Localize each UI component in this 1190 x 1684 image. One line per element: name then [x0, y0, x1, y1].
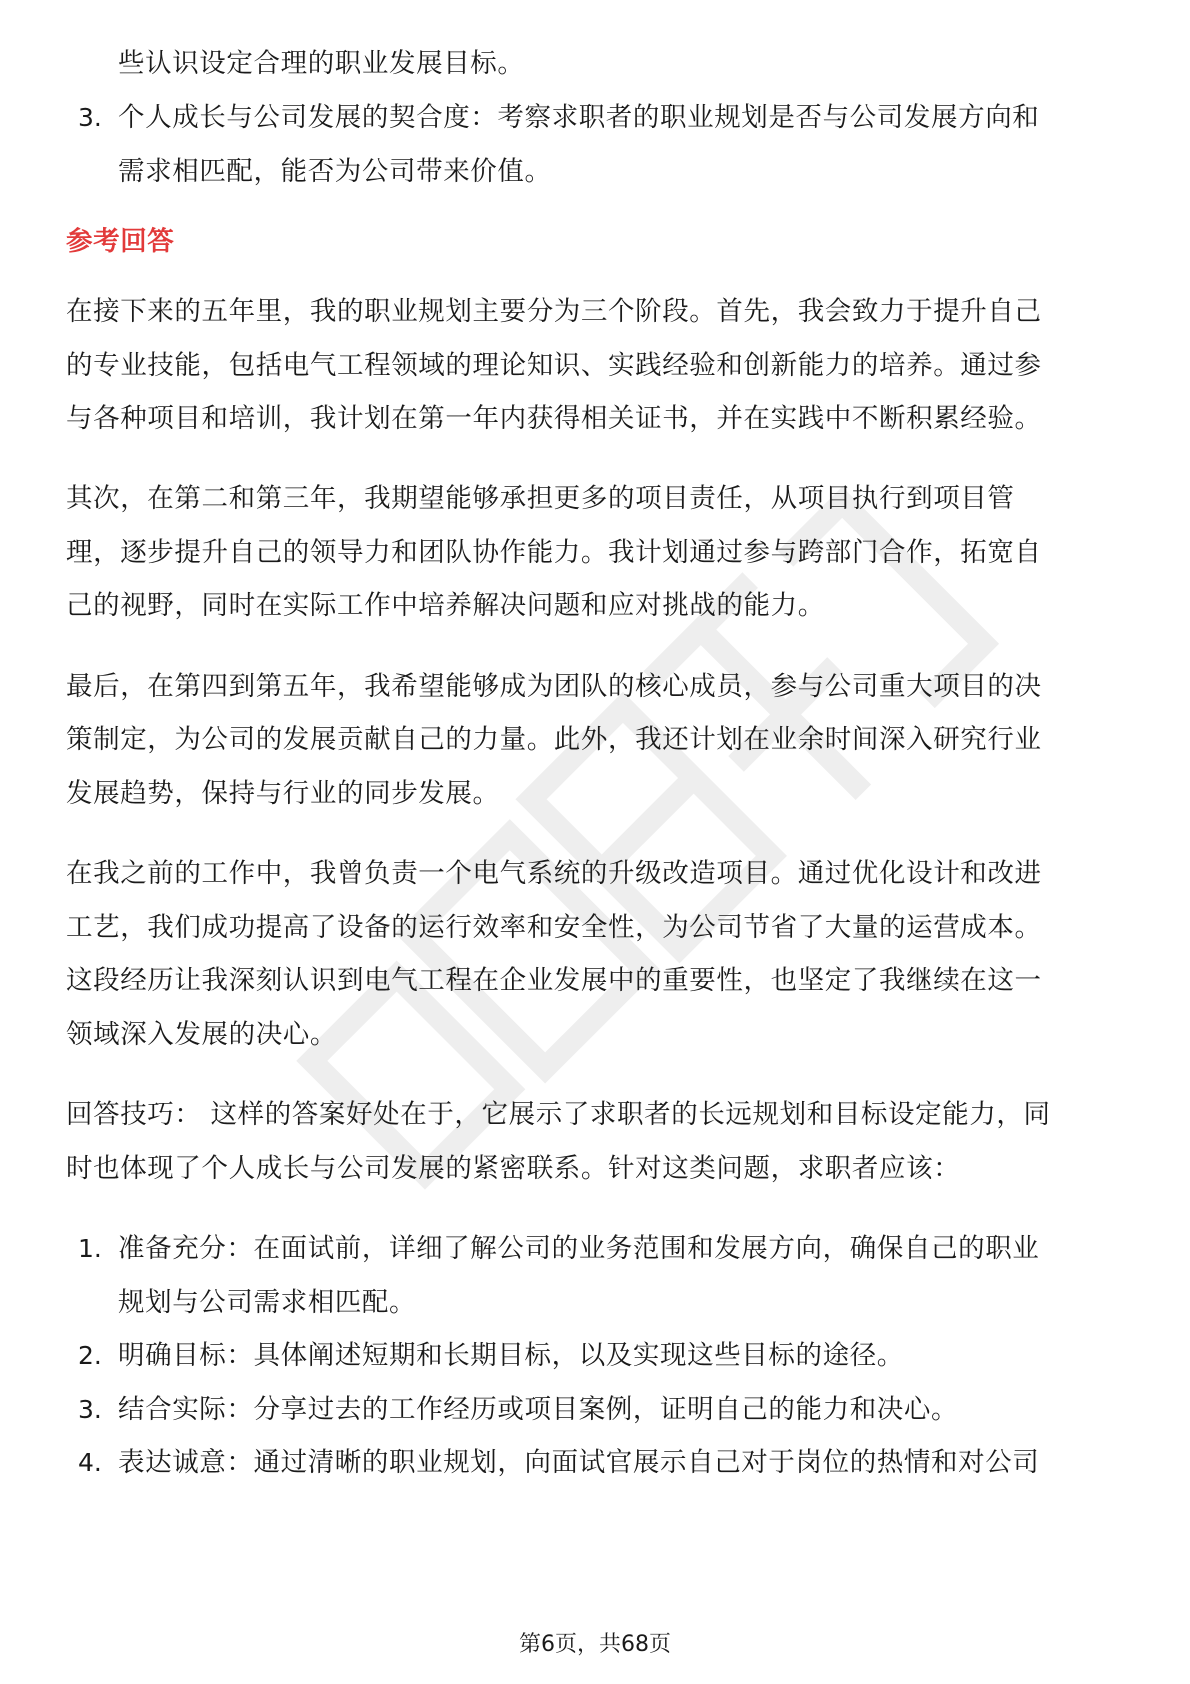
tip-2-number: 2.: [78, 1341, 102, 1370]
paragraph-3-line-1: 最后，在第四到第五年，我希望能够成为团队的核心成员，参与公司重大项目的决: [66, 671, 1042, 702]
list-item-3-line-2: 需求相匹配，能否为公司带来价值。: [118, 156, 552, 187]
tip-3-line-1: 结合实际：分享过去的工作经历或项目案例，证明自己的能力和决心。: [118, 1394, 959, 1425]
paragraph-3-line-2: 策制定，为公司的发展贡献自己的力量。此外，我还计划在业余时间深入研究行业: [66, 724, 1042, 755]
list-item-3-number: 3.: [78, 103, 102, 132]
tip-4-number: 4.: [78, 1448, 102, 1477]
tip-1-line-1: 准备充分：在面试前，详细了解公司的业务范围和发展方向，确保自己的职业: [118, 1233, 1040, 1264]
tip-3-number: 3.: [78, 1395, 102, 1424]
tips-intro-line-1: 回答技巧： 这样的答案好处在于，它展示了求职者的长远规划和目标设定能力，同: [66, 1099, 1051, 1130]
page-footer: 第6页，共68页: [519, 1632, 671, 1657]
paragraph-4-line-1: 在我之前的工作中，我曾负责一个电气系统的升级改造项目。通过优化设计和改进: [66, 858, 1042, 889]
paragraph-1-line-1: 在接下来的五年里，我的职业规划主要分为三个阶段。首先，我会致力于提升自己: [66, 296, 1042, 327]
list-item-2-continuation: 些认识设定合理的职业发展目标。: [118, 48, 525, 79]
paragraph-2-line-2: 理，逐步提升自己的领导力和团队协作能力。我计划通过参与跨部门合作，拓宽自: [66, 537, 1042, 568]
list-item-3-line-1: 个人成长与公司发展的契合度：考察求职者的职业规划是否与公司发展方向和: [118, 102, 1040, 133]
tip-1-line-2: 规划与公司需求相匹配。: [118, 1287, 417, 1318]
paragraph-3-line-3: 发展趋势，保持与行业的同步发展。: [66, 778, 500, 809]
paragraph-1-line-2: 的专业技能，包括电气工程领域的理论知识、实践经验和创新能力的培养。通过参: [66, 350, 1042, 381]
paragraph-2-line-3: 己的视野，同时在实际工作中培养解决问题和应对挑战的能力。: [66, 590, 825, 621]
paragraph-4-line-4: 领域深入发展的决心。: [66, 1019, 337, 1050]
paragraph-4-line-3: 这段经历让我深刻认识到电气工程在企业发展中的重要性，也坚定了我继续在这一: [66, 965, 1042, 996]
tip-4-line-1: 表达诚意：通过清晰的职业规划，向面试官展示自己对于岗位的热情和对公司: [118, 1447, 1040, 1478]
paragraph-1-line-3: 与各种项目和培训，我计划在第一年内获得相关证书，并在实践中不断积累经验。: [66, 403, 1042, 434]
paragraph-2-line-1: 其次，在第二和第三年，我期望能够承担更多的项目责任，从项目执行到项目管: [66, 483, 1015, 514]
tip-1-number: 1.: [78, 1234, 102, 1263]
tips-intro-line-2: 时也体现了个人成长与公司发展的紧密联系。针对这类问题，求职者应该：: [66, 1153, 961, 1184]
tip-2-line-1: 明确目标：具体阐述短期和长期目标，以及实现这些目标的途径。: [118, 1340, 904, 1371]
paragraph-4-line-2: 工艺，我们成功提高了设备的运行效率和安全性，为公司节省了大量的运营成本。: [66, 912, 1042, 943]
section-heading-reference-answer: 参考回答: [66, 226, 175, 257]
